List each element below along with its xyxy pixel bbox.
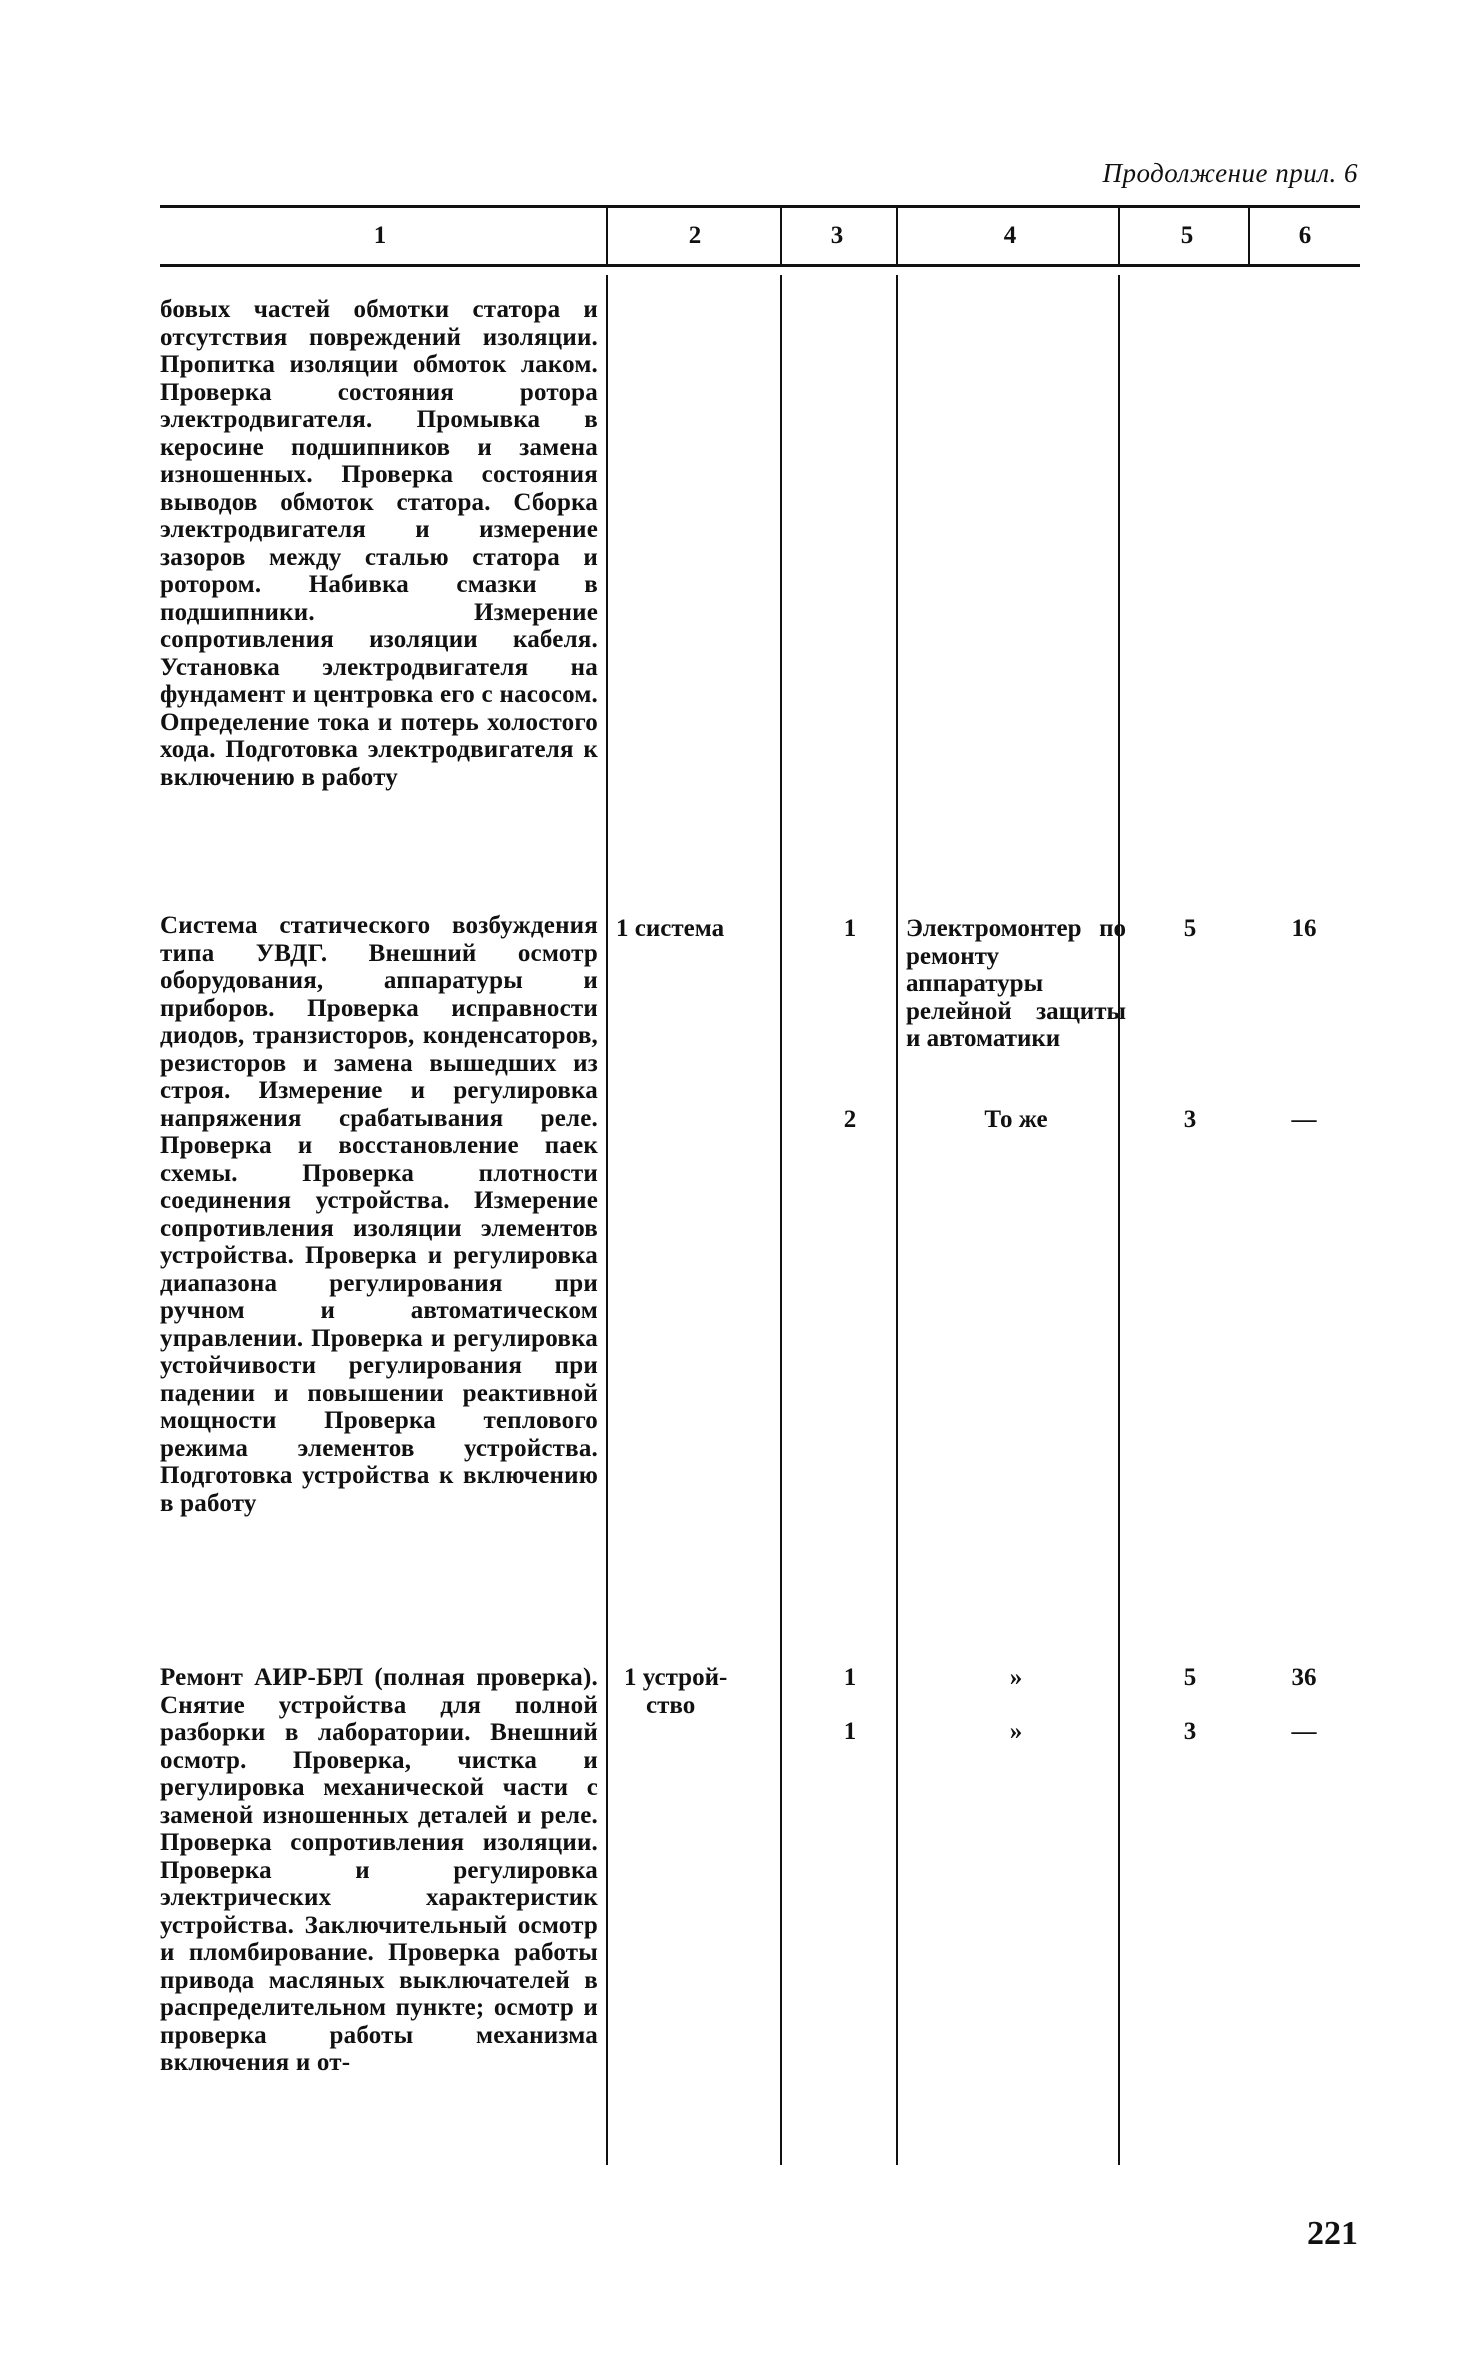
body-separator-4 xyxy=(1118,275,1120,2165)
header-top-rule xyxy=(160,205,1360,208)
body-separator-1 xyxy=(606,275,608,2165)
header-separator-5 xyxy=(1248,208,1250,264)
column-header-3: 3 xyxy=(830,222,844,249)
header-separator-4 xyxy=(1118,208,1120,264)
row-3-quantity-line-1: 1 устрой- xyxy=(624,1664,728,1691)
row-3-quantity-line-2: ство xyxy=(646,1691,696,1719)
row-3-text: Снятие устройства для полной разборки в лаборатории. Внешний осмотр. Проверка, чистка и регулировка механической части с заменой изношенных деталей и реле. Проверка сопротивления изоляции. Проверка и регулировка электрических характеристик устройства. Заключительный осмотр и пломбирование. Проверка работы привода масляных выключателей в распределительном пункте; осмотр и проверка работы механизма включения и от- xyxy=(160,1691,598,2076)
row-3-entry-1-col5: 5 xyxy=(1183,1664,1197,1691)
row-2-text: Внешний осмотр оборудования, аппаратуры и приборов. Проверка исправности диодов, транзисторов, конденсаторов, резисторов и замена вышедших из строя. Измерение и регулировка напряжения срабатывания реле. Проверка и восстановление паек схемы. Проверка плотности соединения устройства. Измерение сопротивления изоляции элементов устройства. Проверка и регулировка диапазона регулирования при ручном и автоматическом управлении. Проверка и регулировка устойчивости регулирования при падении и повышении реактивной мощности Проверка теплового режима элементов устройства. Подготовка устройства к включению в работу xyxy=(160,939,598,1517)
column-header-4: 4 xyxy=(1003,222,1017,249)
row-2-entry-2-col3: 2 xyxy=(843,1106,857,1133)
column-header-6: 6 xyxy=(1298,222,1312,249)
row-2-entry-1-col3: 1 xyxy=(843,915,857,942)
row-3-entry-2-col5: 3 xyxy=(1183,1718,1197,1745)
header-separator-3 xyxy=(896,208,898,264)
row-2-entry-1-col4: Электромонтер по ремонту аппаратуры релейной защиты и автоматики xyxy=(906,915,1126,1052)
column-header-2: 2 xyxy=(688,222,702,249)
row-3-entry-1-col4: » xyxy=(1009,1664,1023,1691)
row-2-entry-2-col6: — xyxy=(1291,1106,1317,1133)
row-3-entry-2-col6: — xyxy=(1291,1718,1317,1745)
header-separator-2 xyxy=(780,208,782,264)
header-bottom-rule xyxy=(160,264,1360,267)
row-3-title: Ремонт АИР-БРЛ (полная проверка). xyxy=(160,1664,598,1691)
row-3-quantity xyxy=(616,1664,784,1719)
row-2-entry-2-col4: То же xyxy=(984,1106,1048,1133)
column-header-5: 5 xyxy=(1180,222,1194,249)
header-separator-1 xyxy=(606,208,608,264)
row-2-title: Система статического возбуждения типа УВДГ. xyxy=(160,912,598,967)
row-3-description xyxy=(160,1664,598,2077)
continuation-label: Продолжение прил. 6 xyxy=(1102,158,1358,188)
page-number: 221 xyxy=(1307,2215,1358,2252)
column-header-1: 1 xyxy=(373,222,387,249)
row-2-entry-2-col5: 3 xyxy=(1183,1106,1197,1133)
row-2-quantity: 1 система xyxy=(616,915,725,942)
row-3-entry-1-col3: 1 xyxy=(843,1664,857,1691)
row-2-entry-1-col5: 5 xyxy=(1183,915,1197,942)
row-3-entry-2-col3: 1 xyxy=(843,1718,857,1745)
row-3-entry-2-col4: » xyxy=(1009,1718,1023,1745)
row-2-entry-1-col6: 16 xyxy=(1291,915,1317,942)
body-separator-3 xyxy=(896,275,898,2165)
row-1-description: бовых частей обмотки статора и отсутствия повреждений изоляции. Пропитка изоляции обмоток лаком. Проверка состояния ротора электродвигателя. Промывка в керосине подшипников и замена изношенных. Проверка состояния выводов обмоток статора. Сборка электродвигателя и измерение зазоров между сталью статора и ротором. Набивка смазки в подшипники. Измерение сопротивления изоляции кабеля. Установка электродвигателя на фундамент и центровка его с насосом. Определение тока и потерь холостого хода. Подготовка электродвигателя к включению в работу xyxy=(160,296,598,791)
row-3-entry-1-col6: 36 xyxy=(1291,1664,1317,1691)
row-2-description xyxy=(160,912,598,1517)
body-separator-2 xyxy=(780,275,782,2165)
